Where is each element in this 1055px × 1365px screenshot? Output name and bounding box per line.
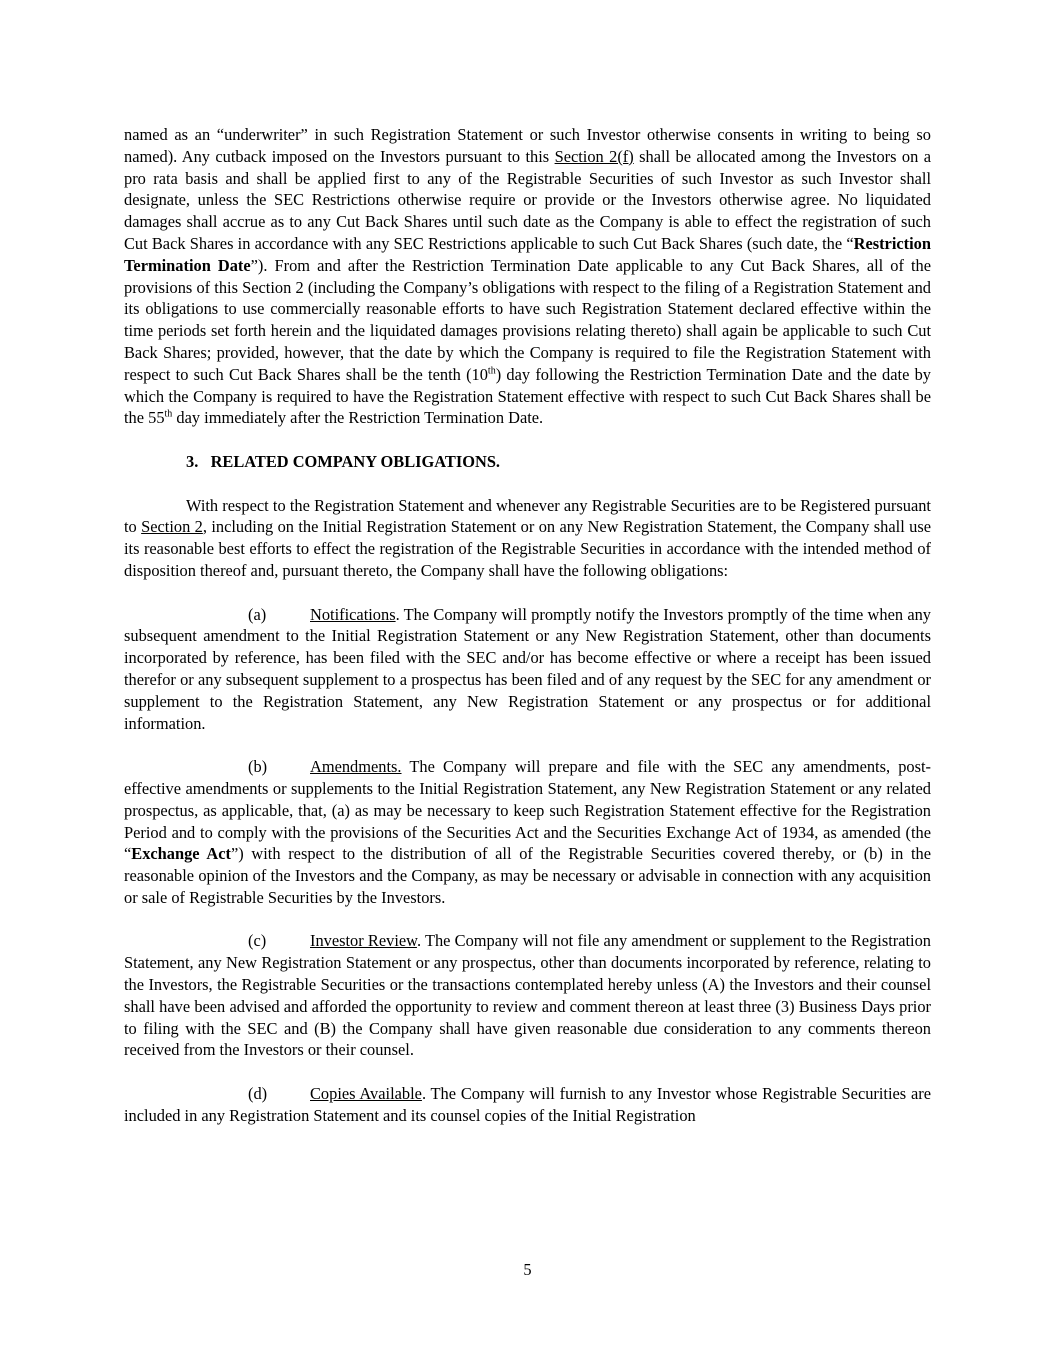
item-title: Copies Available <box>310 1084 422 1104</box>
text-run: named as an “underwriter” in such Registration Statement or such Investor otherwise consents in writing to being so named). Any cutback imposed on the Investors pursuant to this <box>124 125 931 166</box>
item-copies-available <box>124 1083 931 1127</box>
document-page <box>124 124 931 1127</box>
item-text: . The Company will not file any amendment or supplement to the Registration Statement, any New Registration Statement or any prospectus, other than documents incorporated by reference, relating to the Investors, the Registrable Securities or the transactions contemplated hereby unless (A) the Investors and their counsel shall have been advised and afforded the opportunity to review and comment thereon at least three (3) Business Days prior to filing with the SEC and (B) the Company shall have given reasonable due consideration to any comments thereon received from the Investors or their counsel. <box>124 931 931 1060</box>
defined-term: Exchange Act <box>131 844 231 864</box>
item-label: (b) <box>248 757 268 777</box>
item-text: The Company will prepare and file with the SEC any amendments, post-effective amendments or supplements to the Initial Registration Statement, any New Registration Statement or any related prospectus, as applicable, that, (a) as may be necessary to keep such Registration Statement effective for the Registration Period and to comply with the provisions of the Securities Act and the Securities Exchange Act of 1934, as amended (the “ <box>124 757 931 864</box>
page-number: 5 <box>523 1260 532 1279</box>
defined-term: Restriction Termination Date <box>124 233 931 275</box>
superscript: th <box>487 365 496 377</box>
paragraph-cutback <box>124 124 931 429</box>
item-title: Notifications <box>310 604 396 624</box>
section-reference-link: Section 2(f) <box>554 146 634 166</box>
item-text: . The Company will furnish to any Investor whose Registrable Securities are included in any Registration Statement and its counsel copies of the Initial Registration <box>124 1084 931 1125</box>
text-run: With respect to the Registration Statement and whenever any Registrable Securities are to be Registered pursuant to <box>124 495 931 537</box>
item-text: ”) with respect to the distribution of all of the Registrable Securities covered thereby, or (b) in the reasonable opinion of the Investors and the Company, as may be necessary or advisable in connection with any acquisition or sale of Registrable Securities by the Investors. <box>124 844 932 907</box>
text-run: day immediately after the Restriction Termination Date. <box>172 408 544 428</box>
section-heading: 3. RELATED COMPANY OBLIGATIONS. <box>186 451 501 471</box>
paragraph-obligations-intro <box>124 495 931 582</box>
text-run: ”). From and after the Restriction Termination Date applicable to any Cut Back Shares, all of the provisions of this Section 2 (including the Company’s obligations with respect to the filing of a Registration Statement and its obligations to use commercially reasonable efforts to have such Registration Statement declared effective within the time periods set forth herein and the liquidated damages provisions relating thereto) shall again be applicable to such Cut Back Shares; provided, however, that the date by which the Company is required to file the Registration Statement with respect to such Cut Back Shares shall be the tenth (10 <box>124 255 931 384</box>
item-title: Investor Review <box>310 931 417 951</box>
text-run: shall be allocated among the Investors on a pro rata basis and shall be applied first to any of the Registrable Securities of such Investor as such Investor shall designate, unless the SEC Restrictions otherwise require or provide or the Investors otherwise agree. No liquidated damages shall accrue as to any Cut Back Shares until such date as the Company is able to effect the registration of such Cut Back Shares in accordance with any SEC Restrictions applicable to such Cut Back Shares (such date, the “ <box>124 146 931 253</box>
section-reference-link: Section 2 <box>141 517 203 537</box>
text-run: ) day following the Restriction Termination Date and the date by which the Company is required to have the Registration Statement effective with respect to such Cut Back Shares shall be the 55 <box>124 364 931 428</box>
item-label: (c) <box>248 931 267 951</box>
item-investor-review <box>124 930 931 1061</box>
superscript: th <box>164 408 173 420</box>
item-notifications <box>124 604 931 735</box>
text-run: , including on the Initial Registration Statement or on any New Registration Statement, the Company shall use its reasonable best efforts to effect the registration of the Registrable Securities in accordance with the intended method of disposition thereof and, pursuant thereto, the Company shall have the following obligations: <box>124 517 931 580</box>
item-amendments <box>124 756 931 909</box>
item-text: . The Company will promptly notify the Investors promptly of the time when any subsequent amendment to the Initial Registration Statement or any New Registration Statement, other than documents incorporated by reference, has been filed with the SEC and/or has become effective or where a receipt has been issued therefor or any subsequent supplement to a prospectus has been filed and of any request by the SEC for any amendment or supplement to the Registration Statement, any New Registration Statement or any prospectus or for additional information. <box>124 604 931 733</box>
item-label: (d) <box>248 1084 268 1104</box>
item-title: Amendments. <box>310 757 402 777</box>
item-label: (a) <box>248 604 267 624</box>
